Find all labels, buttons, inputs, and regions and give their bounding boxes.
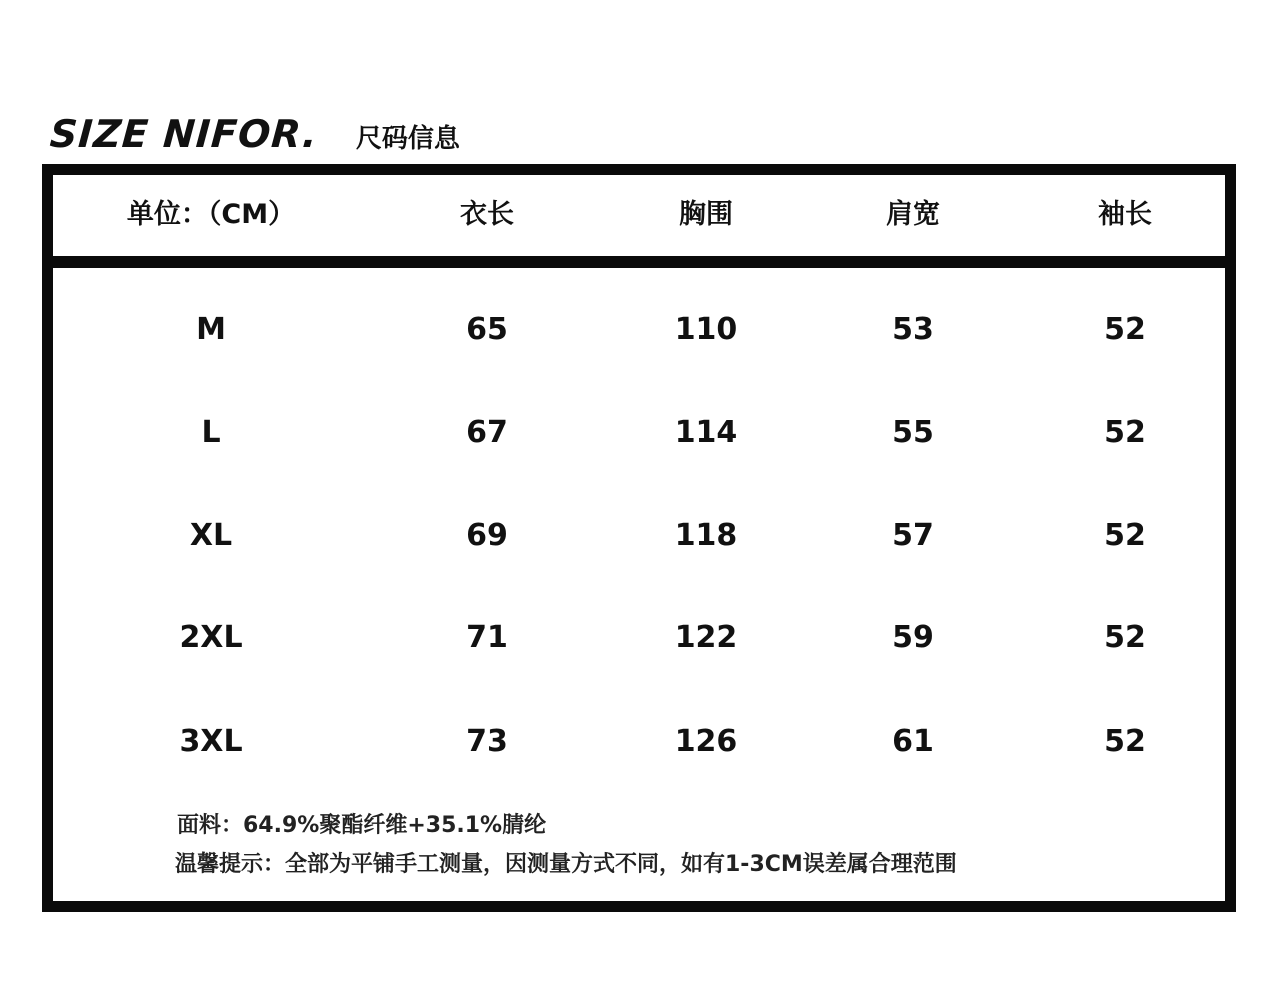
size-cell: 3XL bbox=[179, 724, 243, 759]
sleeve-cell: 52 bbox=[1104, 620, 1146, 655]
chest-cell: 126 bbox=[674, 724, 738, 759]
size-cell: XL bbox=[189, 518, 233, 553]
sleeve-cell: 52 bbox=[1104, 312, 1146, 347]
size-table bbox=[42, 164, 1236, 912]
table-row bbox=[53, 722, 1225, 762]
fabric-note: 面料：64.9%聚酯纤维+35.1%腈纶 bbox=[177, 813, 547, 838]
header-unit: 单位：（CM） bbox=[126, 199, 296, 230]
shoulder-cell: 53 bbox=[892, 312, 934, 347]
shoulder-cell: 59 bbox=[892, 620, 934, 655]
size-cell: L bbox=[201, 415, 221, 450]
table-row bbox=[53, 618, 1225, 658]
title-chinese: 尺码信息 bbox=[355, 124, 460, 154]
size-cell: M bbox=[196, 312, 226, 347]
table-row bbox=[53, 413, 1225, 453]
length-cell: 65 bbox=[466, 312, 508, 347]
header-length: 衣长 bbox=[460, 199, 514, 230]
shoulder-cell: 57 bbox=[892, 518, 934, 553]
chest-cell: 110 bbox=[674, 312, 738, 347]
length-cell: 73 bbox=[466, 724, 508, 759]
size-cell: 2XL bbox=[179, 620, 243, 655]
header-divider bbox=[53, 256, 1225, 268]
header-sleeve: 袖长 bbox=[1098, 199, 1152, 230]
size-info-title bbox=[50, 112, 460, 162]
sleeve-cell: 52 bbox=[1104, 724, 1146, 759]
chest-cell: 122 bbox=[674, 620, 738, 655]
measurement-tip: 温馨提示：全部为平铺手工测量，因测量方式不同，如有1-3CM误差属合理范围 bbox=[175, 852, 957, 877]
shoulder-cell: 61 bbox=[892, 724, 934, 759]
shoulder-cell: 55 bbox=[892, 415, 934, 450]
header-chest: 胸围 bbox=[679, 199, 733, 230]
length-cell: 69 bbox=[466, 518, 508, 553]
table-row bbox=[53, 310, 1225, 350]
chest-cell: 114 bbox=[674, 415, 738, 450]
table-header-row bbox=[53, 175, 1225, 256]
sleeve-cell: 52 bbox=[1104, 415, 1146, 450]
sleeve-cell: 52 bbox=[1104, 518, 1146, 553]
title-english: SIZE NIFOR. bbox=[48, 112, 320, 156]
table-row bbox=[53, 516, 1225, 556]
length-cell: 71 bbox=[466, 620, 508, 655]
length-cell: 67 bbox=[466, 415, 508, 450]
header-shoulder: 肩宽 bbox=[886, 199, 940, 230]
chest-cell: 118 bbox=[674, 518, 738, 553]
